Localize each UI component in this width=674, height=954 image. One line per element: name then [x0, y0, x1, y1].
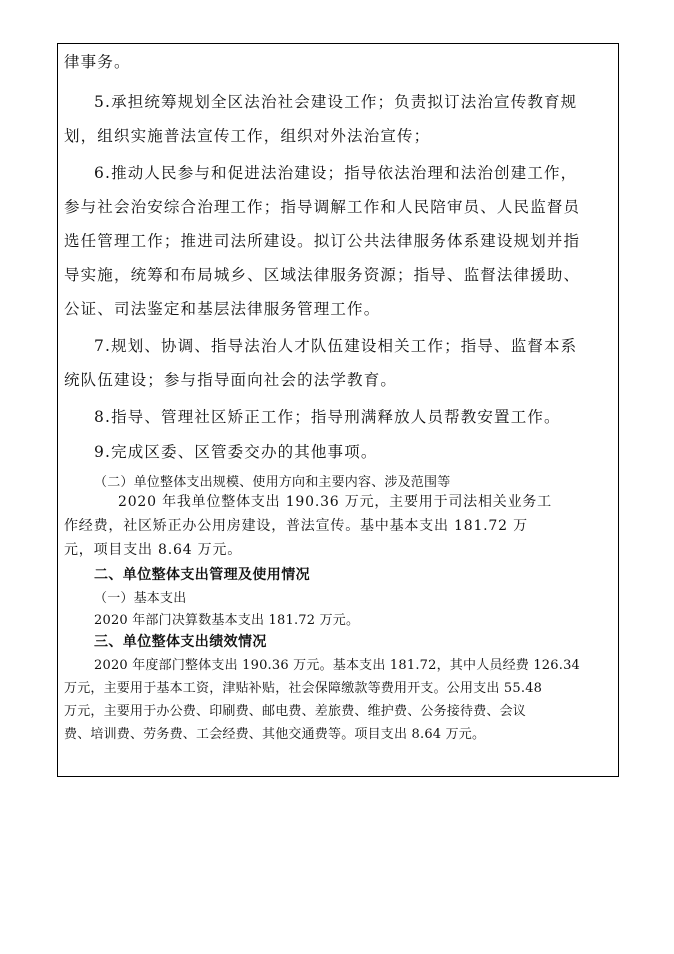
text-line-2: 5.承担统筹规划全区法治社会建设工作；负责拟订法治宣传教育规	[94, 93, 578, 111]
text-line-7: 导实施，统筹和布局城乡、区域法律服务资源；指导、监督法律援助、	[64, 266, 581, 284]
text-line-23: 万元，主要用于办公费、印刷费、邮电费、差旅费、维护费、公务接待费、会议	[64, 704, 527, 719]
text-line-6: 选任管理工作；推进司法所建设。拟订公共法律服务体系建设规划并指	[64, 232, 581, 250]
text-line-1: 律事务。	[64, 53, 131, 71]
text-line-3: 划，组织实施普法宣传工作，组织对外法治宣传；	[64, 127, 431, 145]
basic-expenditure-subheading: （一）基本支出	[94, 591, 187, 606]
text-line-4: 6.推动人民参与和促进法治建设；指导依法治理和法治创建工作，	[94, 164, 578, 182]
text-line-9: 7.规划、协调、指导法治人才队伍建设相关工作；指导、监督本系	[94, 337, 578, 355]
text-line-14: 2020 年我单位整体支出 190.36 万元，主要用于司法相关业务工	[118, 494, 552, 510]
section-subheading-2: （二）单位整体支出规模、使用方向和主要内容、涉及范围等	[94, 475, 451, 490]
text-line-22: 万元，主要用于基本工资，津贴补贴，社会保障缴款等费用开支。公用支出 55.48	[64, 681, 543, 696]
text-line-24: 费、培训费、劳务费、工会经费、其他交通费等。项目支出 8.64 万元。	[64, 727, 486, 742]
text-line-10: 统队伍建设；参与指导面向社会的法学教育。	[64, 371, 398, 389]
text-line-15: 作经费，社区矫正办公用房建设，普法宣传。基中基本支出 181.72 万	[64, 518, 528, 534]
text-line-8: 公证、司法鉴定和基层法律服务管理工作。	[64, 300, 381, 318]
text-line-12: 9.完成区委、区管委交办的其他事项。	[94, 443, 378, 461]
document-frame	[57, 43, 619, 777]
text-line-11: 8.指导、管理社区矫正工作；指导刑满释放人员帮教安置工作。	[94, 408, 561, 426]
text-line-16: 元，项目支出 8.64 万元。	[64, 542, 243, 558]
text-line-5: 参与社会治安综合治理工作；指导调解工作和人民陪审员、人民监督员	[64, 198, 581, 216]
text-line-21: 2020 年度部门整体支出 190.36 万元。基本支出 181.72，其中人员经费 126.34	[94, 658, 581, 673]
text-line-19: 2020 年部门决算数基本支出 181.72 万元。	[94, 613, 360, 628]
section-heading-2: 二、单位整体支出管理及使用情况	[94, 567, 310, 583]
section-heading-3: 三、单位整体支出绩效情况	[94, 634, 267, 650]
